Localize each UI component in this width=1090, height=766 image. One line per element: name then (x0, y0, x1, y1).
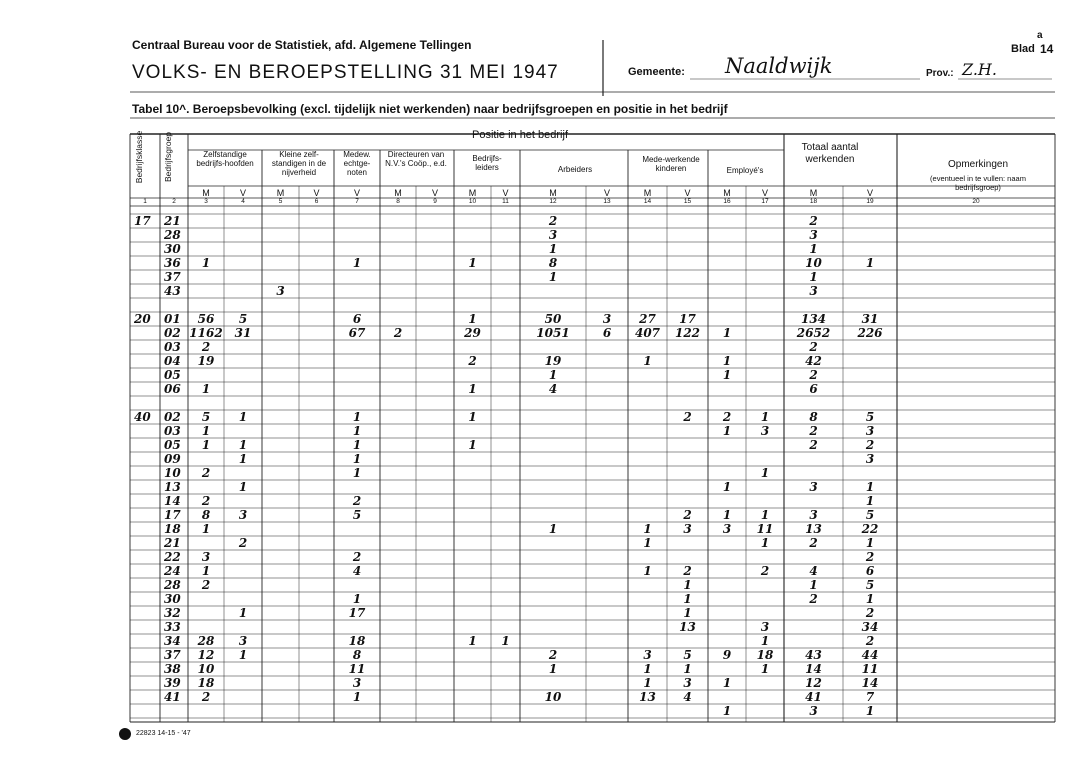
print-code: 22823 14-15 - '47 (136, 730, 191, 737)
cell-r24-c3: 3 (201, 550, 211, 564)
cell-r25-c2: 24 (164, 564, 181, 578)
subheader-18: M (809, 188, 818, 198)
cell-r30-c4: 3 (238, 634, 248, 648)
cell-r24-c2: 22 (164, 550, 181, 564)
cell-r16-c18: 2 (809, 438, 818, 452)
cell-r26-c2: 28 (164, 578, 181, 592)
cell-r8-c15: 122 (674, 326, 701, 340)
cell-r17-c19: 3 (865, 452, 875, 466)
cell-r33-c7: 3 (352, 676, 362, 690)
cell-r34-c18: 41 (805, 690, 822, 704)
cell-r30-c7: 18 (348, 634, 366, 648)
cell-r20-c7: 2 (352, 494, 362, 508)
cell-r12-c18: 6 (809, 382, 818, 396)
cell-r30-c17: 1 (760, 634, 770, 648)
cell-r22-c14: 1 (643, 522, 652, 536)
cell-r8-c18: 2652 (796, 326, 831, 340)
cell-r23-c4: 2 (238, 536, 248, 550)
cell-r17-c7: 1 (352, 452, 362, 466)
cell-r33-c18: 12 (805, 676, 822, 690)
cell-r25-c14: 1 (643, 564, 652, 578)
cell-r34-c12: 10 (544, 690, 562, 704)
cell-r33-c16: 1 (722, 676, 732, 690)
header-opmerkingen: Opmerkingen (947, 159, 1009, 170)
cell-r8-c8: 2 (393, 326, 403, 340)
column-number-10: 10 (468, 198, 477, 205)
cell-r12-c2: 06 (164, 382, 181, 396)
header-medew-echtgenoten: Medew. echtge-noten (343, 150, 371, 177)
cell-r10-c3: 19 (197, 354, 215, 368)
cell-r28-c7: 17 (348, 606, 366, 620)
cell-r17-c4: 1 (238, 452, 248, 466)
cell-r22-c15: 3 (683, 522, 692, 536)
column-number-18: 18 (809, 198, 818, 205)
column-number-19: 19 (866, 198, 874, 205)
subheader-10: M (468, 188, 477, 198)
column-number-2: 2 (172, 198, 176, 205)
cell-r4-c12: 1 (548, 270, 558, 284)
cell-r15-c7: 1 (352, 424, 362, 438)
cell-r27-c19: 1 (865, 592, 875, 606)
cell-r23-c14: 1 (643, 536, 652, 550)
header-bedrijfsleiders: Bedrijfs-leiders (472, 154, 502, 172)
column-number-12: 12 (549, 198, 557, 205)
cell-r18-c2: 10 (164, 466, 181, 480)
cell-r24-c7: 2 (352, 550, 362, 564)
cell-r19-c4: 1 (238, 480, 248, 494)
column-number-9: 9 (433, 198, 437, 205)
cell-r21-c3: 8 (201, 508, 211, 522)
cell-r24-c19: 2 (865, 550, 875, 564)
cell-r17-c2: 09 (164, 452, 181, 466)
cell-r34-c14: 13 (639, 690, 656, 704)
cell-r31-c15: 5 (683, 648, 692, 662)
cell-r7-c1: 20 (134, 312, 151, 326)
cell-r0-c12: 2 (548, 214, 558, 228)
cell-r8-c3: 1162 (189, 326, 223, 340)
blad-label: Blad (1011, 43, 1035, 55)
cell-r21-c18: 3 (809, 508, 818, 522)
cell-r16-c2: 05 (164, 438, 181, 452)
cell-r31-c19: 44 (861, 648, 879, 662)
cell-r0-c2: 21 (164, 214, 181, 228)
subheader-17: V (761, 188, 768, 198)
subheader-4: V (239, 188, 246, 198)
cell-r21-c19: 5 (865, 508, 875, 522)
column-number-7: 7 (355, 198, 359, 205)
cell-r29-c2: 33 (164, 620, 181, 634)
header-zelfstandige: Zelfstandige bedrijfs-hoofden (196, 150, 254, 168)
cell-r0-c18: 2 (809, 214, 818, 228)
cell-r3-c12: 8 (548, 256, 558, 270)
cell-r15-c18: 2 (809, 424, 818, 438)
table-title: Tabel 10^. Beroepsbevolking (excl. tijdelijk niet werkenden) naar bedrijfsgroepen en positie in het bedrijf (132, 102, 728, 116)
cell-r21-c2: 17 (164, 508, 181, 522)
cell-r16-c7: 1 (352, 438, 362, 452)
cell-r1-c2: 28 (164, 228, 181, 242)
subheader-3: M (202, 188, 210, 198)
cell-r5-c18: 3 (809, 284, 818, 298)
header-bedrijfsgroep: Bedrijfsgroep (163, 131, 173, 183)
cell-r32-c2: 38 (164, 662, 181, 676)
cell-r8-c2: 02 (164, 326, 181, 340)
cell-r5-c2: 43 (164, 284, 181, 298)
cell-r14-c10: 1 (468, 410, 477, 424)
cell-r32-c19: 11 (861, 662, 879, 676)
cell-r28-c15: 1 (683, 606, 692, 620)
cell-r25-c3: 1 (201, 564, 211, 578)
cell-r14-c3: 5 (201, 410, 211, 424)
cell-r10-c16: 1 (722, 354, 732, 368)
cell-r7-c18: 134 (800, 312, 827, 326)
cell-r16-c19: 2 (865, 438, 875, 452)
cell-r21-c4: 3 (238, 508, 248, 522)
column-number-13: 13 (603, 198, 611, 205)
cell-r28-c19: 2 (865, 606, 875, 620)
cell-r31-c16: 9 (722, 648, 732, 662)
cell-r14-c15: 2 (683, 410, 692, 424)
cell-r7-c2: 01 (164, 312, 181, 326)
cell-r2-c2: 30 (164, 242, 181, 256)
cell-r33-c14: 1 (643, 676, 652, 690)
cell-r7-c14: 27 (639, 312, 656, 326)
cell-r22-c19: 22 (861, 522, 879, 536)
cell-r8-c12: 1051 (536, 326, 570, 340)
subheader-9: V (431, 188, 438, 198)
cell-r20-c3: 2 (201, 494, 211, 508)
column-number-6: 6 (314, 198, 319, 205)
cell-r19-c18: 3 (809, 480, 818, 494)
cell-r7-c7: 6 (352, 312, 362, 326)
prov-value: Z.H. (962, 60, 997, 79)
subheader-15: V (684, 188, 691, 198)
cell-r29-c17: 3 (760, 620, 770, 634)
cell-r25-c15: 2 (683, 564, 692, 578)
cell-r3-c10: 1 (468, 256, 477, 270)
cell-r8-c19: 226 (857, 326, 883, 340)
cell-r2-c18: 1 (809, 242, 818, 256)
cell-r7-c12: 50 (544, 312, 562, 326)
cell-r33-c19: 14 (861, 676, 879, 690)
cell-r26-c19: 5 (865, 578, 875, 592)
cell-r31-c14: 3 (643, 648, 652, 662)
cell-r22-c18: 13 (805, 522, 822, 536)
cell-r34-c15: 4 (683, 690, 692, 704)
cell-r9-c2: 03 (164, 340, 181, 354)
cell-r11-c2: 05 (164, 368, 181, 382)
cell-r32-c17: 1 (760, 662, 770, 676)
cell-r20-c19: 1 (865, 494, 875, 508)
cell-r8-c4: 31 (234, 326, 252, 340)
column-number-16: 16 (723, 198, 731, 205)
bureau-line: Centraal Bureau voor de Statistiek, afd. Algemene Tellingen (132, 38, 472, 52)
cell-r16-c4: 1 (238, 438, 248, 452)
cell-r30-c3: 28 (197, 634, 215, 648)
cell-r32-c14: 1 (643, 662, 652, 676)
cell-r32-c15: 1 (683, 662, 692, 676)
column-number-14: 14 (643, 198, 652, 205)
cell-r29-c15: 13 (679, 620, 696, 634)
column-number-17: 17 (761, 198, 769, 205)
cell-r1-c18: 3 (809, 228, 818, 242)
cell-r19-c16: 1 (722, 480, 732, 494)
cell-r7-c10: 1 (468, 312, 477, 326)
cell-r7-c19: 31 (861, 312, 879, 326)
cell-r30-c10: 1 (468, 634, 477, 648)
cell-r9-c3: 2 (201, 340, 211, 354)
cell-r29-c19: 34 (861, 620, 879, 634)
column-number-3: 3 (204, 198, 208, 205)
header-directeuren: Directeuren van N.V.'s Coöp., e.d. (385, 150, 447, 168)
blad-number: 14 (1040, 42, 1054, 56)
cell-r7-c4: 5 (238, 312, 248, 326)
cell-r2-c12: 1 (548, 242, 558, 256)
column-number-8: 8 (396, 198, 400, 205)
cell-r10-c18: 42 (805, 354, 822, 368)
cell-r31-c12: 2 (548, 648, 558, 662)
cell-r10-c10: 2 (468, 354, 477, 368)
cell-r22-c3: 1 (201, 522, 211, 536)
cell-r19-c2: 13 (164, 480, 181, 494)
cell-r3-c19: 1 (865, 256, 875, 270)
cell-r34-c3: 2 (201, 690, 211, 704)
cell-r34-c2: 41 (164, 690, 181, 704)
column-number-15: 15 (683, 198, 692, 205)
header-bedrijfsklasse: Bedrijfsklasse (134, 130, 144, 184)
cell-r28-c2: 32 (164, 606, 181, 620)
cell-r15-c2: 03 (164, 424, 181, 438)
header-totaal: Totaal aantal werkenden (801, 142, 859, 165)
cell-r10-c12: 19 (544, 354, 562, 368)
cell-r27-c2: 30 (164, 592, 181, 606)
gemeente-value: Naaldwijk (725, 54, 833, 78)
cell-r32-c7: 11 (348, 662, 366, 676)
cell-r12-c3: 1 (201, 382, 211, 396)
subheader-12: M (549, 188, 557, 198)
header-kleine-zelfstandigen: Kleine zelf-standigen in de nijverheid (271, 150, 327, 177)
cell-r25-c18: 4 (809, 564, 818, 578)
cell-r19-c19: 1 (865, 480, 875, 494)
cell-r5-c5: 3 (276, 284, 285, 298)
cell-r25-c17: 2 (760, 564, 770, 578)
cell-r15-c3: 1 (201, 424, 211, 438)
subheader-13: V (603, 188, 610, 198)
cell-r8-c7: 67 (348, 326, 366, 340)
cell-r16-c3: 1 (201, 438, 211, 452)
cell-r31-c2: 37 (164, 648, 181, 662)
cell-r25-c19: 6 (865, 564, 875, 578)
cell-r8-c14: 407 (634, 326, 661, 340)
cell-r15-c17: 3 (760, 424, 770, 438)
cell-r15-c16: 1 (722, 424, 732, 438)
cell-r22-c12: 1 (548, 522, 558, 536)
cell-r3-c7: 1 (352, 256, 362, 270)
cell-r7-c13: 3 (602, 312, 612, 326)
cell-r15-c19: 3 (865, 424, 875, 438)
cell-r12-c10: 1 (468, 382, 477, 396)
cell-r30-c11: 1 (501, 634, 510, 648)
cell-r14-c16: 2 (722, 410, 732, 424)
header-medewerkende-kinderen: Mede-werkende kinderen (642, 155, 700, 173)
cell-r35-c19: 1 (865, 704, 875, 718)
cell-r33-c15: 3 (683, 676, 692, 690)
cell-r32-c12: 1 (548, 662, 558, 676)
cell-r34-c7: 1 (352, 690, 362, 704)
subheader-14: M (643, 188, 652, 198)
subheader-19: V (866, 188, 873, 198)
cell-r11-c16: 1 (722, 368, 732, 382)
cell-r31-c3: 12 (197, 648, 215, 662)
cell-r34-c19: 7 (865, 690, 875, 704)
cell-r18-c3: 2 (201, 466, 211, 480)
cell-r4-c18: 1 (809, 270, 818, 284)
cell-r27-c7: 1 (352, 592, 362, 606)
cell-r30-c2: 34 (164, 634, 181, 648)
column-number-5: 5 (278, 198, 283, 205)
header-positie: Positie in het bedrijf (472, 129, 568, 141)
cell-r3-c3: 1 (201, 256, 211, 270)
cell-r7-c15: 17 (679, 312, 696, 326)
subheader-5: M (276, 188, 285, 198)
cell-r26-c15: 1 (683, 578, 692, 592)
cell-r35-c18: 3 (809, 704, 818, 718)
cell-r25-c7: 4 (352, 564, 362, 578)
subheader-7: V (353, 188, 360, 198)
cell-r14-c17: 1 (760, 410, 770, 424)
subheader-16: M (723, 188, 731, 198)
cell-r9-c18: 2 (809, 340, 818, 354)
cell-r14-c7: 1 (352, 410, 362, 424)
gemeente-label: Gemeente: (628, 66, 685, 78)
cell-r31-c7: 8 (352, 648, 362, 662)
cell-r8-c10: 29 (464, 326, 481, 340)
subheader-11: V (502, 188, 509, 198)
cell-r33-c3: 18 (197, 676, 215, 690)
cell-r27-c15: 1 (683, 592, 692, 606)
header-employes: Employé's (726, 166, 764, 175)
cell-r28-c4: 1 (238, 606, 248, 620)
column-number-1: 1 (143, 198, 147, 205)
header-arbeiders: Arbeiders (557, 165, 593, 174)
cell-r12-c12: 4 (548, 382, 558, 396)
cell-r1-c12: 3 (548, 228, 558, 242)
cell-r8-c16: 1 (722, 326, 732, 340)
cell-r14-c18: 8 (809, 410, 818, 424)
cell-r18-c7: 1 (352, 466, 362, 480)
column-number-4: 4 (241, 198, 245, 205)
cell-r32-c18: 14 (805, 662, 822, 676)
cell-r3-c18: 10 (805, 256, 822, 270)
cell-r23-c19: 1 (865, 536, 875, 550)
cell-r16-c10: 1 (468, 438, 477, 452)
cell-r20-c2: 14 (164, 494, 181, 508)
subheader-6: V (313, 188, 320, 198)
cell-r10-c2: 04 (164, 354, 181, 368)
header-opmerkingen-note: (eventueel in te vullen: naam bedrijfsgroep) (930, 174, 1026, 192)
cell-r11-c12: 1 (548, 368, 558, 382)
column-number-11: 11 (502, 198, 509, 205)
cell-r14-c1: 40 (134, 410, 151, 424)
cell-r22-c16: 3 (722, 522, 732, 536)
print-logo-icon (119, 728, 131, 740)
column-number-20: 20 (972, 198, 980, 205)
cell-r18-c17: 1 (760, 466, 770, 480)
cell-r32-c3: 10 (197, 662, 215, 676)
cell-r21-c7: 5 (352, 508, 362, 522)
cell-r31-c18: 43 (805, 648, 822, 662)
form-title: VOLKS- EN BEROEPSTELLING 31 MEI 1947 (132, 62, 559, 83)
cell-r30-c19: 2 (865, 634, 875, 648)
cell-r21-c16: 1 (722, 508, 732, 522)
subheader-8: M (394, 188, 402, 198)
cell-r33-c2: 39 (164, 676, 181, 690)
cell-r7-c3: 56 (197, 312, 215, 326)
cell-r27-c18: 2 (809, 592, 818, 606)
prov-label: Prov.: (926, 68, 954, 79)
cell-r0-c1: 17 (134, 214, 151, 228)
cell-r14-c2: 02 (164, 410, 181, 424)
cell-r11-c18: 2 (809, 368, 818, 382)
cell-r4-c2: 37 (164, 270, 181, 284)
cell-r23-c18: 2 (809, 536, 818, 550)
cell-r22-c17: 11 (756, 522, 774, 536)
cell-r14-c19: 5 (865, 410, 875, 424)
cell-r10-c14: 1 (643, 354, 652, 368)
cell-r31-c4: 1 (238, 648, 248, 662)
cell-r26-c3: 2 (201, 578, 211, 592)
cell-r23-c2: 21 (164, 536, 181, 550)
blad-mark: a (1037, 30, 1043, 41)
cell-r14-c4: 1 (238, 410, 248, 424)
cell-r35-c16: 1 (722, 704, 732, 718)
cell-r8-c13: 6 (602, 326, 612, 340)
cell-r3-c2: 36 (164, 256, 181, 270)
cell-r21-c17: 1 (760, 508, 770, 522)
cell-r31-c17: 18 (756, 648, 774, 662)
cell-r26-c18: 1 (809, 578, 818, 592)
cell-r21-c15: 2 (683, 508, 692, 522)
cell-r23-c17: 1 (760, 536, 770, 550)
cell-r22-c2: 18 (164, 522, 181, 536)
